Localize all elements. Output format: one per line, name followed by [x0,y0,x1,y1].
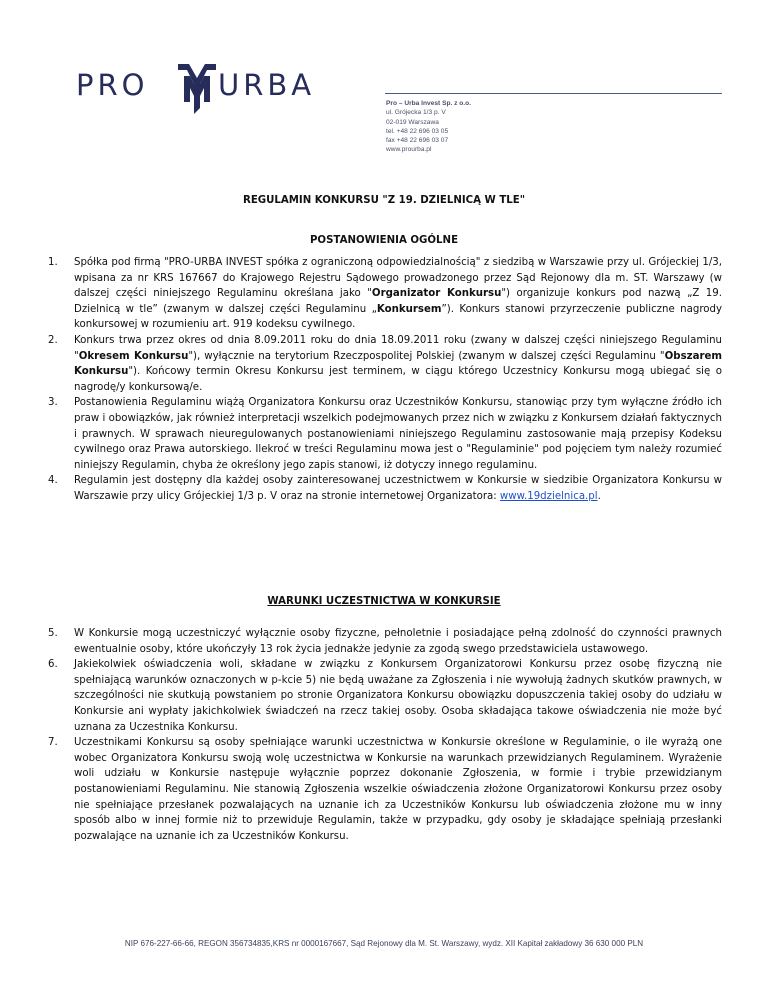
logo-mark-icon [176,58,218,114]
term-contest-area: Obszarem Konkursu [74,350,722,378]
list-item [0,333,722,395]
list-item [0,626,722,657]
item-text: Konkurs trwa przez okres od dnia 8.09.2011 roku do dnia 18.09.2011 roku (zwany w dalszej części niniejszego Regulaminu "Okresem Konkursu"), wyłącznie na terytorium Rzeczpospolitej Polskiej (zwanym w dalszej części Regulaminu "Obszarem Konkursu"). Końcowy termin Okresu Konkursu jest terminem, w ciągu którego Uczestnicy Konkursu mogą ubiegać się o nagrodę/y konkursową/e. [74,334,722,393]
logo-text-urba: URBA [218,68,316,102]
section-title-general: POSTANOWIENIA OGÓLNE [309,235,459,246]
item-number: 7. [48,737,58,749]
list-item [0,255,722,333]
website-link[interactable]: www.19dzielnica.pl [499,490,598,502]
item-text: Uczestnikami Konkursu są osoby spełniające warunki uczestnictwa w Konkursie określone w Regulaminie, o ile wyrażą one wobec Organizatora Konkursu swoją wolę uczestnictwa w Konkursie na warunkach przewidzianych Regulaminem. Wyrażenie woli udziału w Konkursie następuje wyłącznie poprzez dokonanie Zgłoszenia, w formie i trybie przewidzianym postanowieniami Regulaminu. Nie stanowią Zgłoszenia wszelkie oświadczenia złożone Organizatorowi Konkursu przez osoby nie spełniające przesłanek pozwalających na uznanie ich za Uczestników Konkursu lub oświadczenia złożone mu w inny sposób albo w innej formie niż to przewiduje Regulamin, także w przypadku, gdy osoby je składające spełniają przesłanki pozwalające na uznanie ich za Uczestników Konkursu. [74,737,722,842]
page-footer: NIP 676-227-66-66, REGON 356734835,KRS nr 0000167667, Sąd Rejonowy dla M. St. Warszawy, wydz. XII Kapitał zakładowy 36 630 000 PLN [124,939,644,948]
logo-text-pro: PRO [76,68,149,102]
item-text: Jakiekolwiek oświadczenia woli, składane w związku z Konkursem Organizatorowi Konkursu przez osobę fizyczną nie spełniającą warunków oznaczonych w p-kcie 5) nie będą uważane za Zgłoszenia i nie wywołują żadnych skutków prawnych, w szczególności nie skutkują powstaniem po stronie Organizatora Konkursu obowiązku dopuszczenia takiej osoby do udziału w Konkursie ani wypłaty jakichkolwiek świadczeń na rzecz takiej osoby. Osoba składająca takowe oświadczenia nie może być uznana za Uczestnika Konkursu. [74,659,722,733]
item-text: W Konkursie mogą uczestniczyć wyłącznie osoby fizyczne, pełnoletnie i posiadające pełną zdolność do czynności prawnych ewentualnie osoby, które ukończyły 13 rok życia jednakże jedynie za zgodą swego przedstawiciela ustawowego. [74,628,722,655]
header-divider [385,93,722,94]
company-phone: tel. +48 22 696 03 05 [386,127,449,135]
item-text: Spółka pod firmą "PRO-URBA INVEST spółka z ograniczoną odpowiedzialnością" z siedzibą w Warszawie przy ul. Grójeckiej 1/3, wpisana za nr KRS 167667 do Krajowego Rejestru Sądowego prowadzonego przez Sąd Rejonowy dla m. ST. Warszawy (w dalszej części niniejszego Regulaminu określana jako "Organizator Konkursu") organizuje konkurs pod nazwą „Z 19. Dzielnicą w tle” (zwanym w dalszej części Regulaminu „Konkursem”). Konkurs stanowi przyrzeczenie publiczne nagrody konkursowej w rozumieniu art. 919 kodeksu cywilnego. [74,257,723,331]
list-item [0,395,722,473]
item-number: 5. [48,628,58,639]
item-number: 6. [48,659,58,671]
company-website: www.prourba.pl [386,146,432,154]
participation-conditions-list [0,626,722,844]
company-address-block [386,99,471,155]
section-title-participation: WARUNKI UCZESTNICTWA W KONKURSIE [267,596,501,607]
general-provisions-list [0,255,722,505]
item-text: Regulamin jest dostępny dla każdej osoby zainteresowanej uczestnictwem w Konkursie w siedzibie Organizatora Konkursu w Warszawie przy ulicy Grójeckiej 1/3 p. V oraz na stronie internetowej Organizatora: www.19dzielnica.pl. [74,475,722,502]
item-number: 1. [48,257,58,268]
document-title: REGULAMIN KONKURSU "Z 19. DZIELNICĄ W TLE" [242,195,526,206]
company-street: ul. Grójecka 1/3 p. V [386,109,446,117]
list-item [0,657,722,735]
list-item [0,735,722,844]
term-contest-period: Okresem Konkursu [78,350,189,362]
company-name: Pro – Urba Invest Sp. z o.o. [386,100,472,107]
list-item [0,473,722,504]
term-organizer: Organizator Konkursu [371,288,502,300]
term-contest: Konkursem [376,303,442,315]
item-number: 4. [48,475,58,487]
company-logo [76,58,328,114]
item-number: 2. [48,334,58,346]
item-number: 3. [48,397,58,409]
item-text: Postanowienia Regulaminu wiążą Organizatora Konkursu oraz Uczestników Konkursu, stanowiąc przy tym wyłączne źródło ich praw i obowiązków, jak również interpretacji wszelkich podejmowanych przez nich w związku z Konkursem działań faktycznych i prawnych. W sprawach nieuregulowanych postanowieniami niniejszego Regulaminu zastosowanie mają przepisy Kodeksu cywilnego oraz Prawa autorskiego. Ilekroć w treści Regulaminu mowa jest o "Regulaminie" pod pojęciem tym należy rozumieć niniejszy Regulamin, chyba że określony jego zapis stanowi, iż dotyczy innego regulaminu. [74,397,722,471]
company-fax: fax +48 22 696 03 07 [386,137,449,145]
company-city: 02-019 Warszawa [386,118,439,126]
